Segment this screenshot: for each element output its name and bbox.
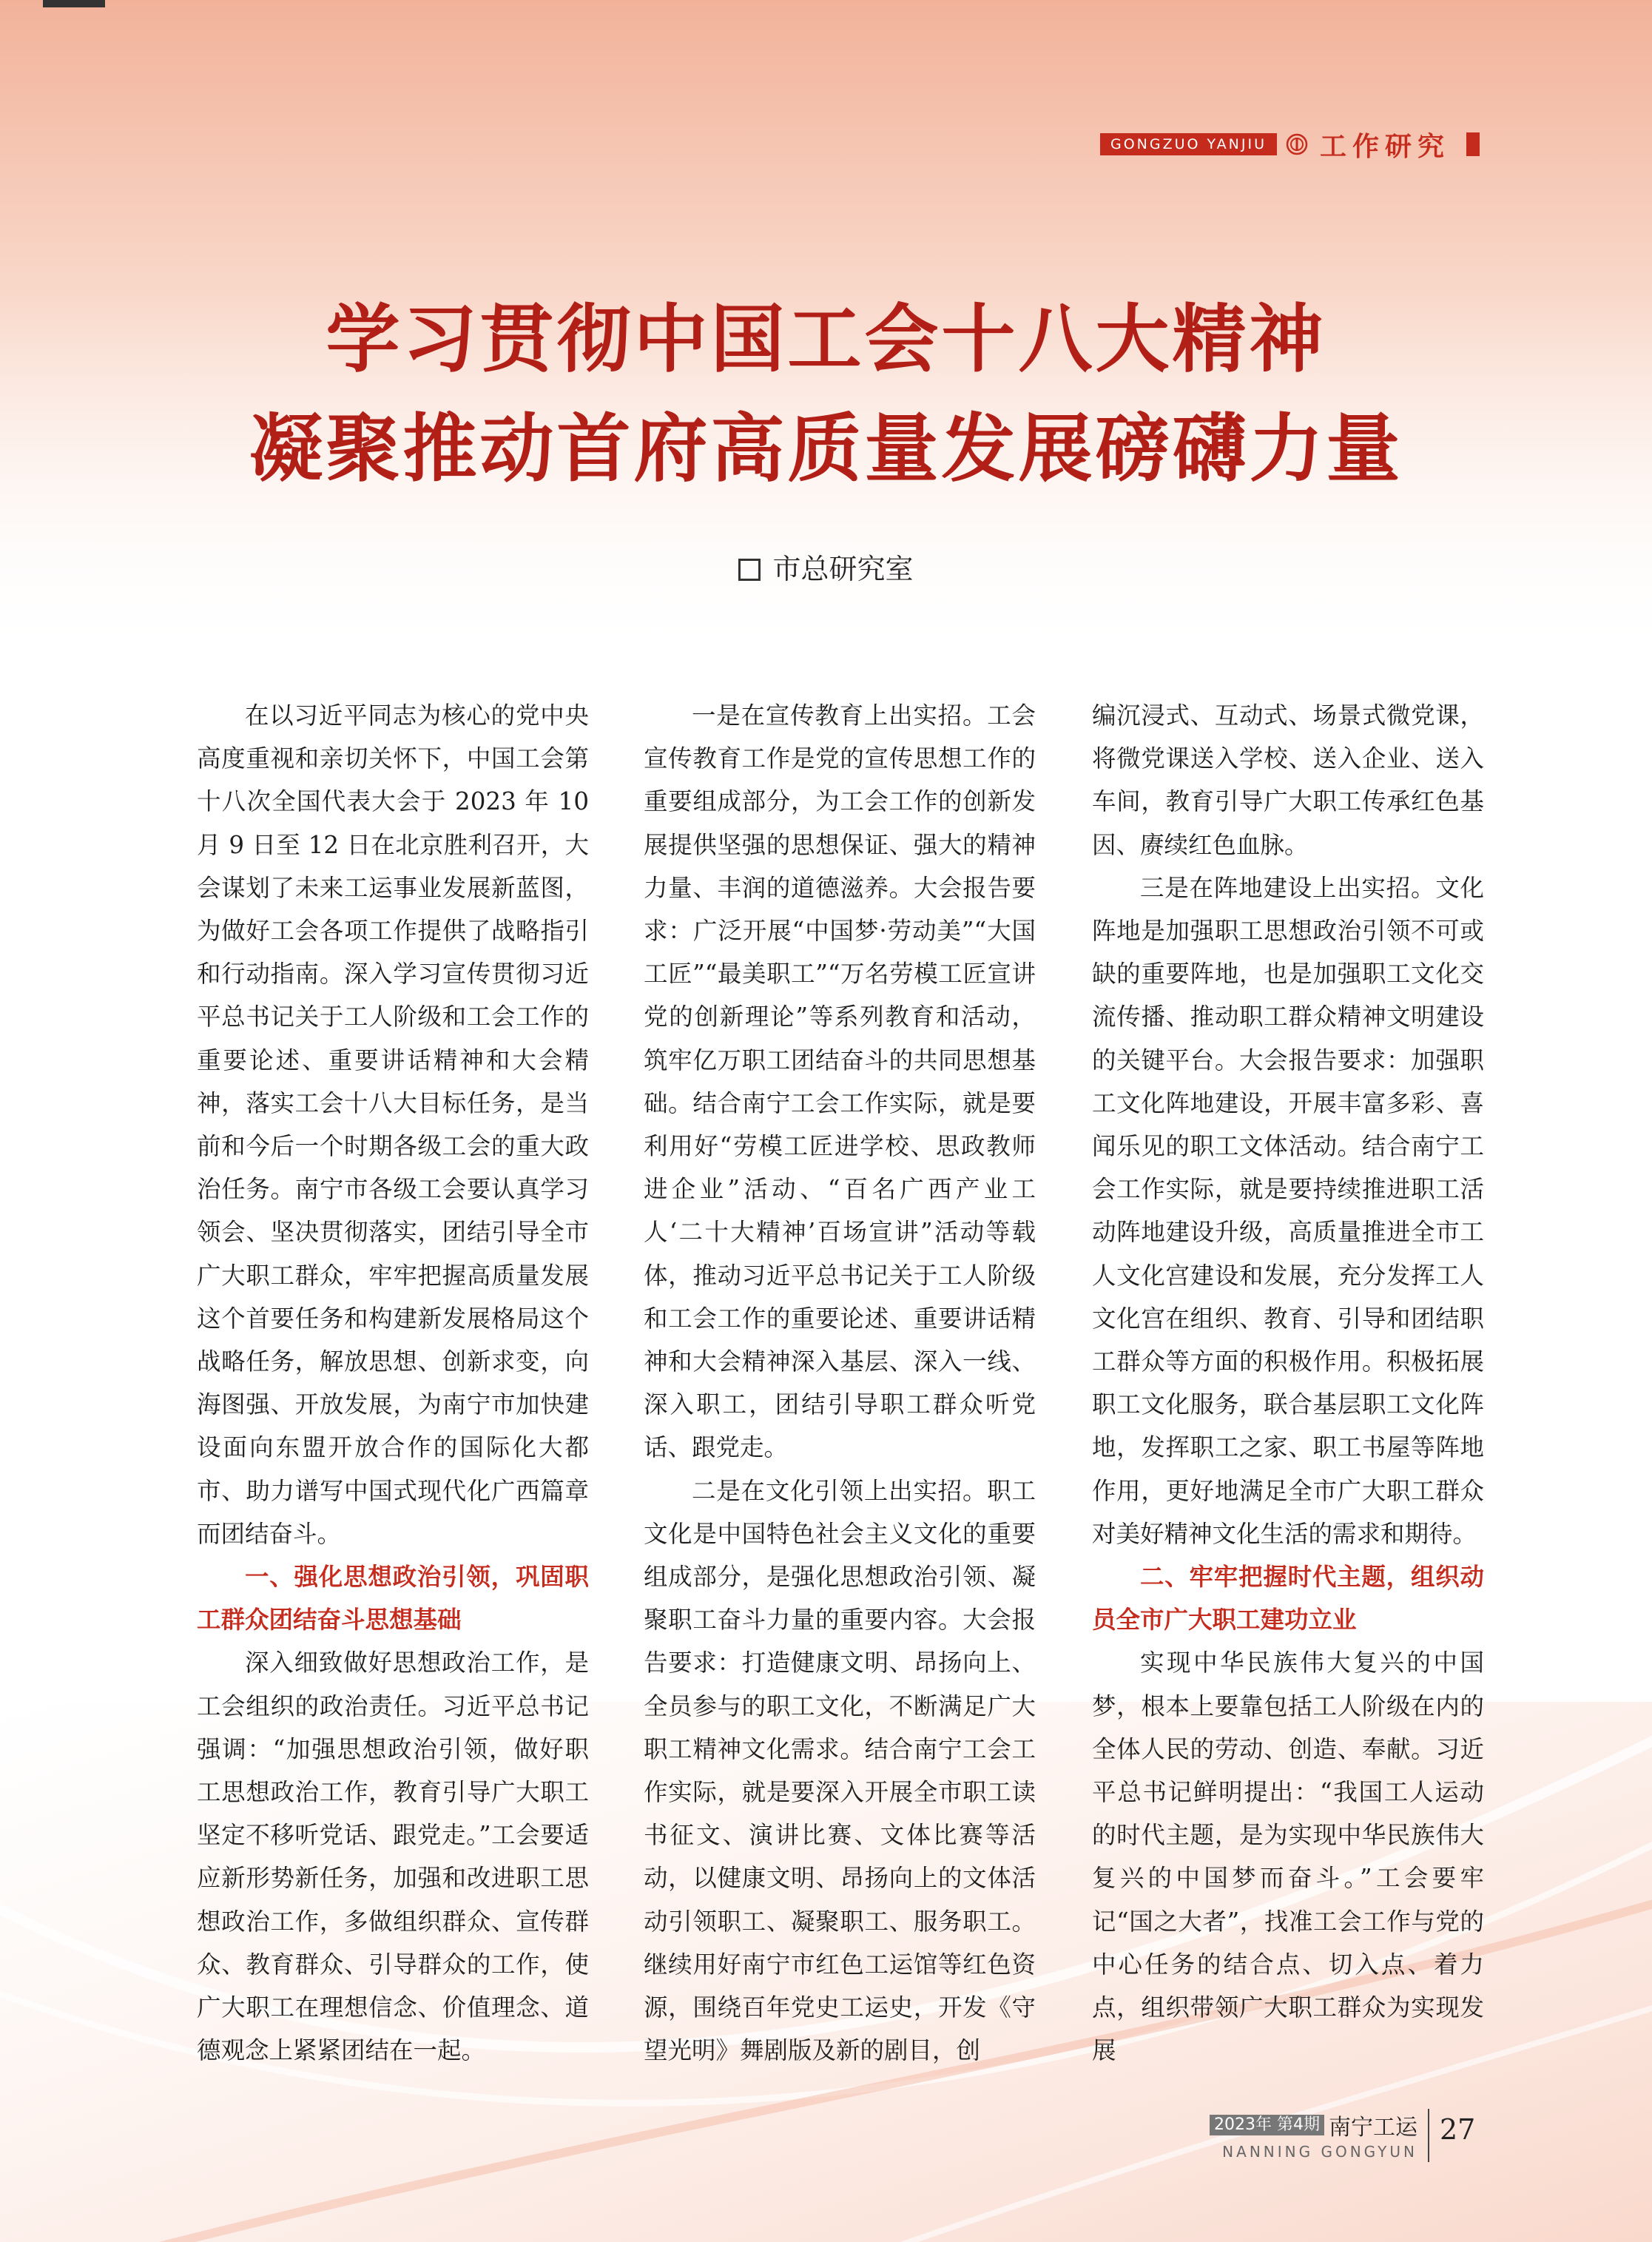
paragraph: 实现中华民族伟大复兴的中国梦，根本上要靠包括工人阶级在内的全体人民的劳动、创造、奉献。习近平总书记鲜明提出：“我国工人运动的时代主题，是为实现中华民族伟大复兴的中国梦而奋斗。”工会要牢记“国之大者”，找准工会工作与党的中心任务的结合点、切入点、着力点，组织带领广大职工群众为实现发展 — [1092, 1649, 1484, 2065]
magazine-name-en: NANNING GONGYUN — [1222, 2143, 1417, 2161]
page-footer — [1210, 2109, 1475, 2162]
section-tag — [1100, 130, 1480, 162]
paragraph: 三是在阵地建设上出实招。文化阵地是加强职工思想政治引领不可或缺的重要阵地，也是加强职工文化交流传播、推动职工群众精神文明建设的关键平台。大会报告要求：加强职工文化阵地建设，开展丰富多彩、喜闻乐见的职工文体活动。结合南宁工会工作实际，就是要持续推进职工活动阵地建设升级，高质量推进全市工人文化宫建设和发展，充分发挥工人文化宫在组织、教育、引导和团结职工群众等方面的积极作用。积极拓展职工文化服务，联合基层职工文化阵地，发挥职工之家、职工书屋等阵地作用，更好地满足全市广大职工群众对美好精神文化生活的需求和期待。 — [1092, 873, 1484, 1548]
section-heading: 二、牢牢把握时代主题，组织动员全市广大职工建功立业 — [1092, 1562, 1484, 1635]
section-label-cn: 工作研究 — [1319, 131, 1450, 162]
paragraph-continued: 编沉浸式、互动式、场景式微党课，将微党课送入学校、送入企业、送入车间，教育引导广大职工传承红色基因、赓续红色血脉。 — [1092, 701, 1484, 859]
author-name: 市总研究室 — [772, 553, 914, 585]
corner-tab — [43, 0, 105, 7]
author-line — [0, 546, 1652, 587]
paragraph: 二是在文化引领上出实招。职工文化是中国特色社会主义文化的重要组成部分，是强化思想政治引领、凝聚职工奋斗力量的重要内容。大会报告要求：打造健康文明、昂扬向上、全员参与的职工文化，不断满足广大职工精神文化需求。结合南宁工会工作实际，就是要深入开展全市职工读书征文、演讲比赛、文体比赛等活动，以健康文明、昂扬向上的文体活动引领职工、凝聚职工、服务职工。继续用好南宁市红色工运馆等红色资源，围绕百年党史工运史，开发《守望光明》舞剧版及新的剧目，创 — [644, 1476, 1036, 2065]
section-marker-bar — [1466, 132, 1480, 156]
text-column-1 — [197, 694, 589, 2100]
text-column-3 — [1092, 694, 1484, 2100]
paragraph: 在以习近平同志为核心的党中央高度重视和亲切关怀下，中国工会第十八次全国代表大会于 2023 年 10 月 9 日至 12 日在北京胜利召开，大会谋划了未来工运事业发展新蓝图，为做好工会各项工作提供了战略指引和行动指南。深入学习宣传贯彻习近平总书记关于工人阶级和工会工作的重要论述、重要讲话精神和大会精神，落实工会十八大目标任务，是当前和今后一个时期各级工会的重大政治任务。南宁市各级工会要认真学习领会、坚决贯彻落实，团结引导全市广大职工群众，牢牢把握高质量发展这个首要任务和构建新发展格局这个战略任务，解放思想、创新求变，向海图强、开放发展，为南宁市加快建设面向东盟开放合作的国际化大都市、助力谱写中国式现代化广西篇章而团结奋斗。 — [197, 701, 589, 1548]
paragraph: 深入细致做好思想政治工作，是工会组织的政治责任。习近平总书记强调：“加强思想政治引领，做好职工思想政治工作，教育引导广大职工坚定不移听党话、跟党走。”工会要适应新形势新任务，加强和改进职工思想政治工作，多做组织群众、宣传群众、教育群众、引导群众的工作，使广大职工在理想信念、价值理念、道德观念上紧紧团结在一起。 — [197, 1649, 589, 2065]
article-title-line-1: 学习贯彻中国工会十八大精神 — [326, 296, 1326, 383]
page-number: 27 — [1439, 2113, 1476, 2146]
square-bullet-icon — [738, 559, 761, 581]
magazine-name: 南宁工运 — [1328, 2115, 1417, 2141]
issue-badge: 2023年 第4期 — [1210, 2115, 1324, 2135]
section-heading: 一、强化思想政治引领，巩固职工群众团结奋斗思想基础 — [197, 1562, 589, 1635]
article-title-line-2: 凝聚推动首府高质量发展磅礴力量 — [249, 405, 1403, 492]
union-emblem-icon — [1286, 133, 1308, 155]
footer-divider — [1428, 2109, 1429, 2162]
text-column-2 — [644, 694, 1036, 2100]
section-label-en: GONGZUO YANJIU — [1100, 133, 1277, 155]
paragraph: 一是在宣传教育上出实招。工会宣传教育工作是党的宣传思想工作的重要组成部分，为工会工作的创新发展提供坚强的思想保证、强大的精神力量、丰润的道德滋养。大会报告要求：广泛开展“中国梦·劳动美”“大国工匠”“最美职工”“万名劳模工匠宣讲党的创新理论”等系列教育和活动，筑牢亿万职工团结奋斗的共同思想基础。结合南宁工会工作实际，就是要利用好“劳模工匠进学校、思政教师进企业”活动、“百名广西产业工人‘二十大精神’百场宣讲”活动等载体，推动习近平总书记关于工人阶级和工会工作的重要论述、重要讲话精神和大会精神深入基层、深入一线、深入职工，团结引导职工群众听党话、跟党走。 — [644, 701, 1036, 1462]
